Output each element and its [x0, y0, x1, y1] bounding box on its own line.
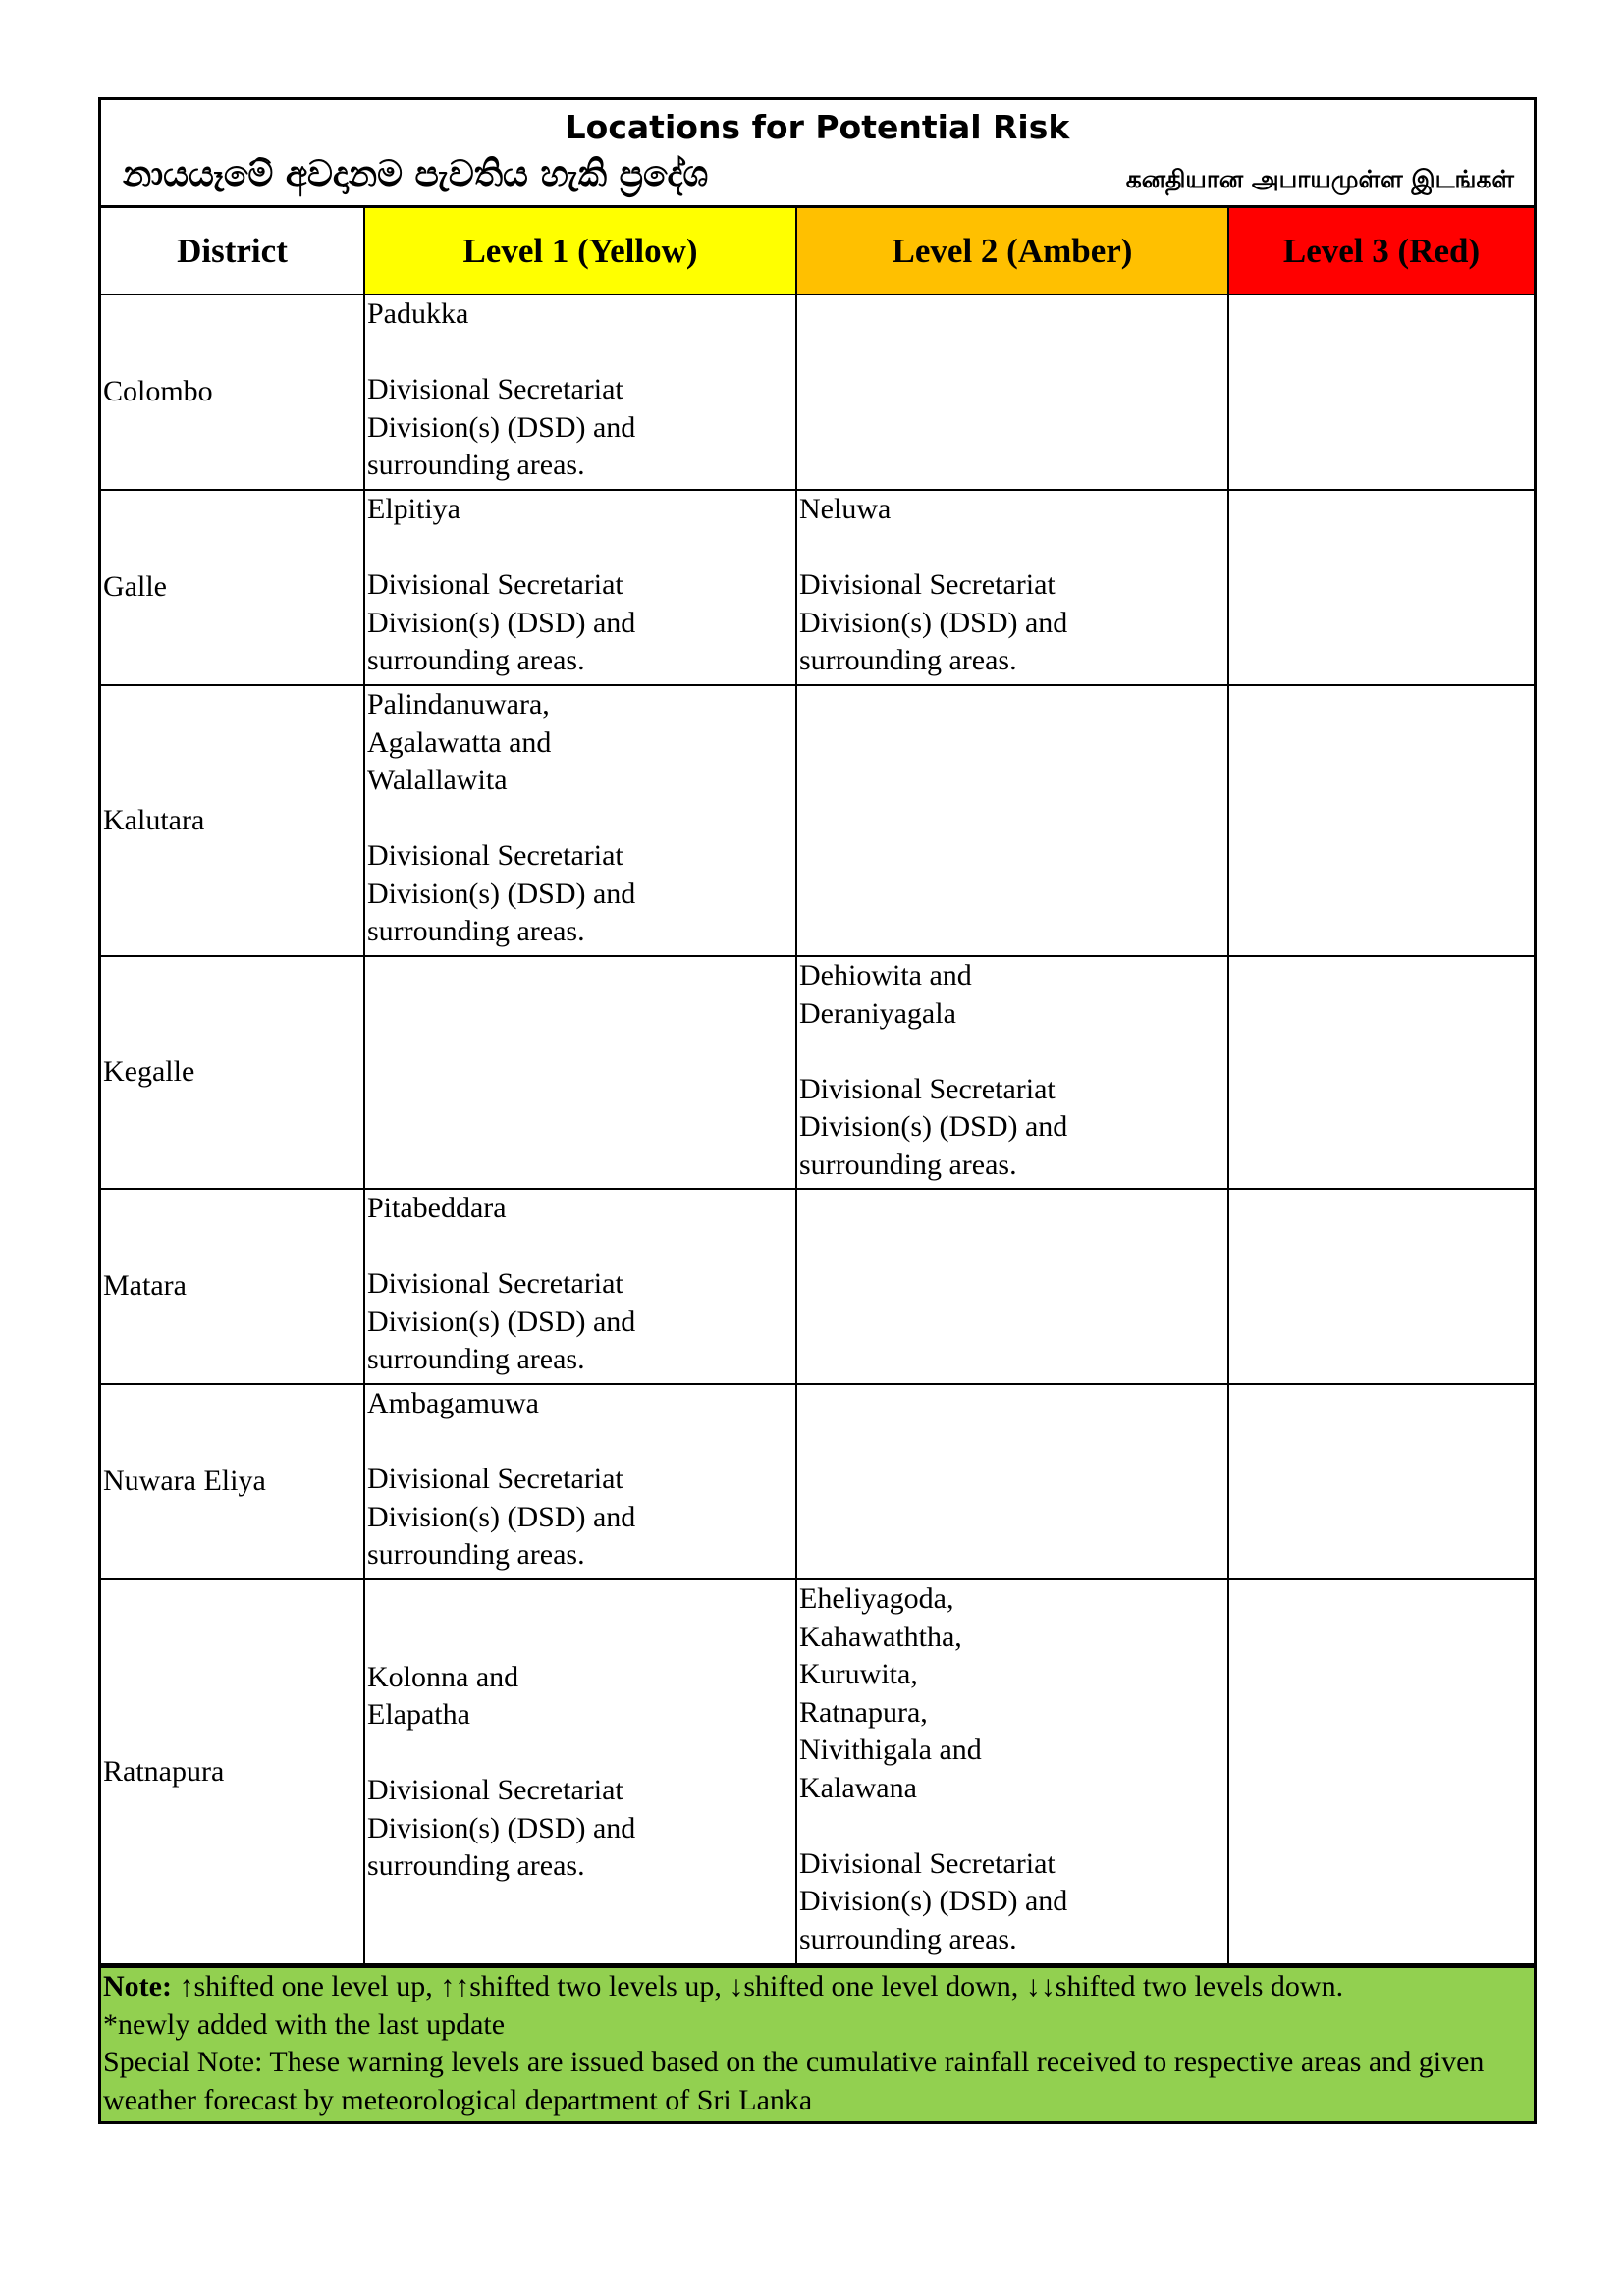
- table-row: [101, 490, 1534, 685]
- level2-cell: [796, 294, 1228, 490]
- title-english: Locations for Potential Risk: [565, 108, 1070, 146]
- district-cell: Kalutara: [101, 685, 364, 956]
- header-district: District: [101, 208, 364, 294]
- table-row: [101, 1384, 1534, 1579]
- table-row: [101, 1579, 1534, 1964]
- level3-cell: [1228, 956, 1534, 1189]
- level2-cell: Neluwa Divisional Secretariat Division(s) (DSD) and surrounding areas.: [796, 490, 1228, 685]
- district-cell: Galle: [101, 490, 364, 685]
- level3-cell: [1228, 1189, 1534, 1384]
- level2-cell: Eheliyagoda, Kahawaththa, Kuruwita, Ratnapura, Nivithigala and Kalawana Divisional Secretariat Division(s) (DSD) and surrounding areas.: [796, 1579, 1228, 1964]
- table-row: [101, 685, 1534, 956]
- table-row: [101, 956, 1534, 1189]
- district-cell: Ratnapura: [101, 1579, 364, 1964]
- header-level2: Level 2 (Amber): [796, 208, 1228, 294]
- level1-cell: Ambagamuwa Divisional Secretariat Division(s) (DSD) and surrounding areas.: [364, 1384, 796, 1579]
- level2-cell: Dehiowita and Deraniyagala Divisional Secretariat Division(s) (DSD) and surrounding areas.: [796, 956, 1228, 1189]
- title-tamil: கனதியான அபாயமுள்ள இடங்கள்: [1125, 165, 1514, 193]
- level1-cell: Kolonna and Elapatha Divisional Secretariat Division(s) (DSD) and surrounding areas.: [364, 1579, 796, 1964]
- level3-cell: [1228, 490, 1534, 685]
- special-note: Special Note: These warning levels are issued based on the cumulative rainfall received to respective areas and given weather forecast by meteorological department of Sri Lanka: [103, 2046, 1485, 2116]
- district-cell: Colombo: [101, 294, 364, 490]
- note-legend: ↑shifted one level up, ↑↑shifted two levels up, ↓shifted one level down, ↓↓shifted two levels down.: [171, 1970, 1344, 2002]
- header-level3: Level 3 (Red): [1228, 208, 1534, 294]
- district-cell: Nuwara Eliya: [101, 1384, 364, 1579]
- header-level1: Level 1 (Yellow): [364, 208, 796, 294]
- note-legend-line: [103, 1968, 1534, 2006]
- level1-cell: Elpitiya Divisional Secretariat Division(s) (DSD) and surrounding areas.: [364, 490, 796, 685]
- level1-cell: Padukka Divisional Secretariat Division(s) (DSD) and surrounding areas.: [364, 294, 796, 490]
- level1-cell: [364, 956, 796, 1189]
- table-row: [101, 1189, 1534, 1384]
- level2-cell: [796, 1384, 1228, 1579]
- note-box: [101, 1965, 1534, 2121]
- note-new-marker: *newly added with the last update: [103, 2007, 506, 2041]
- title-sinhala: නායයෑමේ අවදානම පැවතිය හැකි ප්‍රදේශ: [123, 154, 709, 194]
- level1-cell: Pitabeddara Divisional Secretariat Division(s) (DSD) and surrounding areas.: [364, 1189, 796, 1384]
- risk-table: [101, 208, 1534, 1965]
- table-row: [101, 294, 1534, 490]
- level2-cell: [796, 685, 1228, 956]
- level1-cell: Palindanuwara, Agalawatta and Walallawita Divisional Secretariat Division(s) (DSD) and surrounding areas.: [364, 685, 796, 956]
- header-row: [101, 208, 1534, 294]
- level3-cell: [1228, 1384, 1534, 1579]
- risk-document: [98, 97, 1537, 2124]
- level3-cell: [1228, 294, 1534, 490]
- level3-cell: [1228, 685, 1534, 956]
- note-label: Note:: [103, 1970, 172, 2002]
- title-block: [101, 100, 1534, 208]
- level3-cell: [1228, 1579, 1534, 1964]
- district-cell: Matara: [101, 1189, 364, 1384]
- district-cell: Kegalle: [101, 956, 364, 1189]
- level2-cell: [796, 1189, 1228, 1384]
